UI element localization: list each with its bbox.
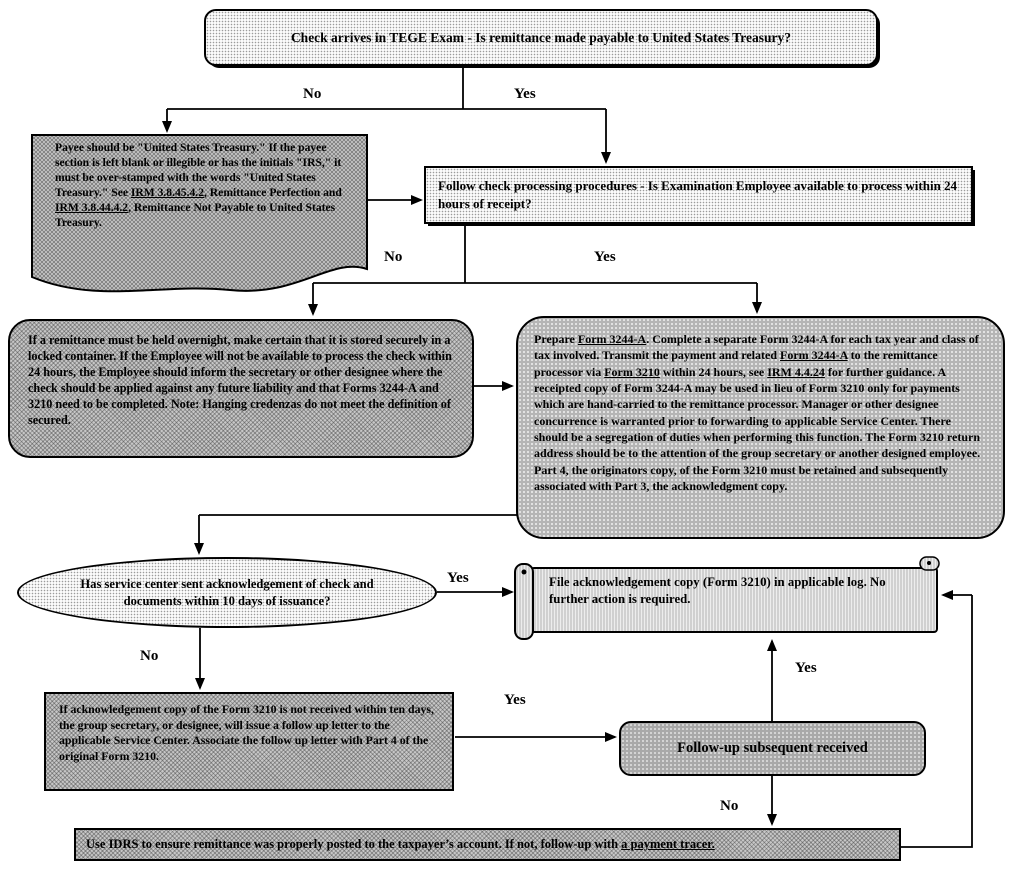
label-yes-second: Yes: [594, 249, 616, 265]
followup-subsequent-received-node: [619, 721, 926, 776]
followup-subsequent-received-text: Follow-up subsequent received: [677, 740, 868, 756]
overnight-storage-text: If a remittance must be held overnight, make certain that it is stored securely in a locked container. If the Employee will not be available to process the check within 24 hours, the Employee should inform the secretary or other designee where the check should be applied against any future liability and that Forms 3244-A and 3210 need to be completed. Note: Hanging credenzas do not meet the definition of secured.: [28, 333, 452, 428]
idrs-verification-text: Use IDRS to ensure remittance was properly posted to the taxpayer’s account. If not, follow-up with a payment tracer.: [86, 837, 715, 851]
label-yes-followup: Yes: [795, 660, 817, 676]
followup-letter-text: If acknowledgement copy of the Form 3210 is not received within ten days, the group secretary, or designee, will issue a follow up letter to the applicable Service Center. Associate the follow up letter with Part 4 of the original Form 3210.: [59, 702, 434, 764]
link-form-3244a-2[interactable]: Form 3244-A: [780, 348, 848, 363]
link-payment-tracer[interactable]: a payment tracer.: [621, 837, 715, 851]
label-yes-letter: Yes: [504, 692, 526, 708]
start-node: [204, 9, 878, 66]
acknowledgement-question-text: Has service center sent acknowledgement of check and documents within 10 days of issuance?: [80, 577, 374, 608]
link-irm-4-4-24[interactable]: IRM 4.4.24: [767, 364, 825, 379]
start-node-text: Check arrives in TEGE Exam - Is remittance made payable to United States Treasury?: [290, 29, 792, 45]
payee-note: Payee should be "United States Treasury." If the payee section is left blank or illegible or has the initials "IRS," it must be over-stamped with the words "United States Treasury." See IRM 3.8.45.4.2, Remittance Perfection and IRM 3.8.44.4.2, Remittance Not Payable to United States Treasury.: [55, 141, 342, 230]
acknowledgement-question-oval: [17, 557, 437, 628]
label-no-oval: No: [140, 648, 159, 664]
link-irm-3-8-44-4-2[interactable]: IRM 3.8.44.4.2: [55, 201, 129, 215]
label-no-top: No: [303, 86, 322, 102]
file-acknowledgement-scroll-text: File acknowledgement copy (Form 3210) in applicable log. No further action is required.: [549, 575, 886, 607]
label-yes-oval: Yes: [447, 570, 469, 586]
idrs-verification-node: [74, 828, 901, 861]
check-processing-text: Follow check processing procedures - Is Examination Employee available to process within 24 hours of receipt?: [438, 178, 958, 211]
payee-note-text: Payee should be "United States Treasury." If the payee section is left blank or illegible or has the initials "IRS," it must be over-stamped with the words "United States Treasury." See: [55, 141, 342, 200]
link-form-3210[interactable]: Form 3210: [604, 364, 660, 379]
link-form-3244a-1[interactable]: Form 3244-A: [577, 332, 647, 346]
label-no-second: No: [384, 249, 403, 265]
link-irm-3-8-45-4-2[interactable]: IRM 3.8.45.4.2: [130, 186, 204, 200]
check-processing-node: [424, 166, 973, 224]
label-yes-top: Yes: [514, 86, 536, 102]
label-no-followup: No: [720, 798, 739, 814]
prepare-form-3244a-node: Prepare Form 3244-A. Complete a separate Form 3244-A for each tax year and class of tax involved. Transmit the payment and related Form 3244-A to the remittance processor via Form 3210 within 24 hours, see IRM 4.4.24 for further guidance. A receipted copy of Form 3244-A may be used in lieu of Form 3210 only for payments which are hand-carried to the remittance processor. Manager or other designee concurrence is warranted prior to forwarding to applicable Service Center. There should be a segregation of duties when performing this function. The Form 3210 return address should be to the attention of the group secretary or another designed employee. Part 4, the originators copy, of the Form 3210 must be retained and subsequently associated with Part 3, the acknowledgment copy.: [516, 316, 1005, 539]
followup-letter-node: [44, 692, 454, 791]
overnight-storage-node: [8, 319, 474, 458]
